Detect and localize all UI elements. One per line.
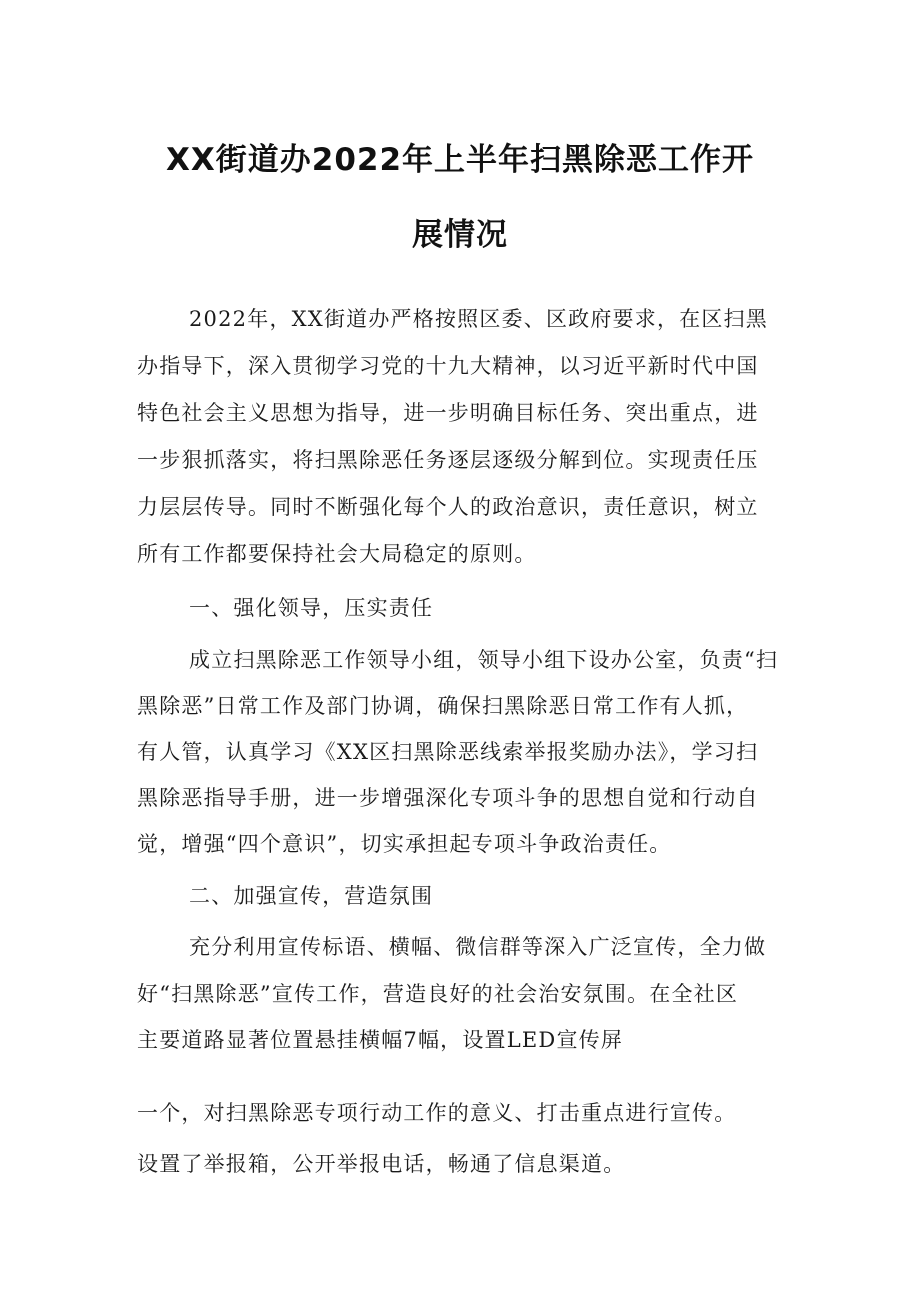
paragraph-4-line-1: 设置了举报箱，公开举报电话，畅通了信息渠道。: [137, 1152, 626, 1176]
paragraph-3-line-1: 充分利用宣传标语、横幅、微信群等深入广泛宣传，全力做: [189, 935, 767, 959]
paragraph-1-line-4: 一步狠抓落实，将扫黑除恶任务逐层逐级分解到位。实现责任压: [137, 448, 759, 472]
paragraph-1-line-6: 所有工作都要保持社会大局稳定的原则。: [137, 542, 537, 566]
paragraph-3-line-3: 主要道路显著位置悬挂横幅7幅，设置LED宣传屏: [137, 1028, 624, 1052]
paragraph-2-line-3: 有人管，认真学习《XX区扫黑除恶线索举报奖励办法》，学习扫: [137, 740, 759, 764]
paragraph-2-line-2: 黑除恶”日常工作及部门协调，确保扫黑除恶日常工作有人抓，: [137, 694, 749, 718]
paragraph-3-line-2: 好“扫黑除恶”宣传工作，营造良好的社会治安氛围。在全社区: [137, 982, 739, 1006]
section-heading-1: 一、强化领导，压实责任: [189, 596, 434, 620]
paragraph-1-line-1: 2022年，XX街道办严格按照区委、区政府要求，在区扫黑: [189, 307, 768, 331]
paragraph-3-line-4: 一个，对扫黑除恶专项行动工作的意义、打击重点进行宣传。: [137, 1101, 737, 1125]
paragraph-1-line-2: 办指导下，深入贯彻学习党的十九大精神，以习近平新时代中国: [137, 354, 759, 378]
paragraph-2-line-1: 成立扫黑除恶工作领导小组，领导小组下设办公室，负责“扫: [189, 648, 779, 672]
paragraph-2-line-5: 觉，增强“四个意识”，切实承担起专项斗争政治责任。: [137, 832, 672, 856]
paragraph-1-line-3: 特色社会主义思想为指导，进一步明确目标任务、突出重点，进: [137, 401, 759, 425]
document-title-line-2: 展情况: [412, 217, 508, 253]
section-heading-2: 二、加强宣传，营造氛围: [189, 884, 434, 908]
paragraph-1-line-5: 力层层传导。同时不断强化每个人的政治意识，责任意识，树立: [137, 495, 759, 519]
document-title-line-1: XX街道办2022年上半年扫黑除恶工作开: [165, 142, 755, 178]
paragraph-2-line-4: 黑除恶指导手册，进一步增强深化专项斗争的思想自觉和行动自: [137, 786, 759, 810]
